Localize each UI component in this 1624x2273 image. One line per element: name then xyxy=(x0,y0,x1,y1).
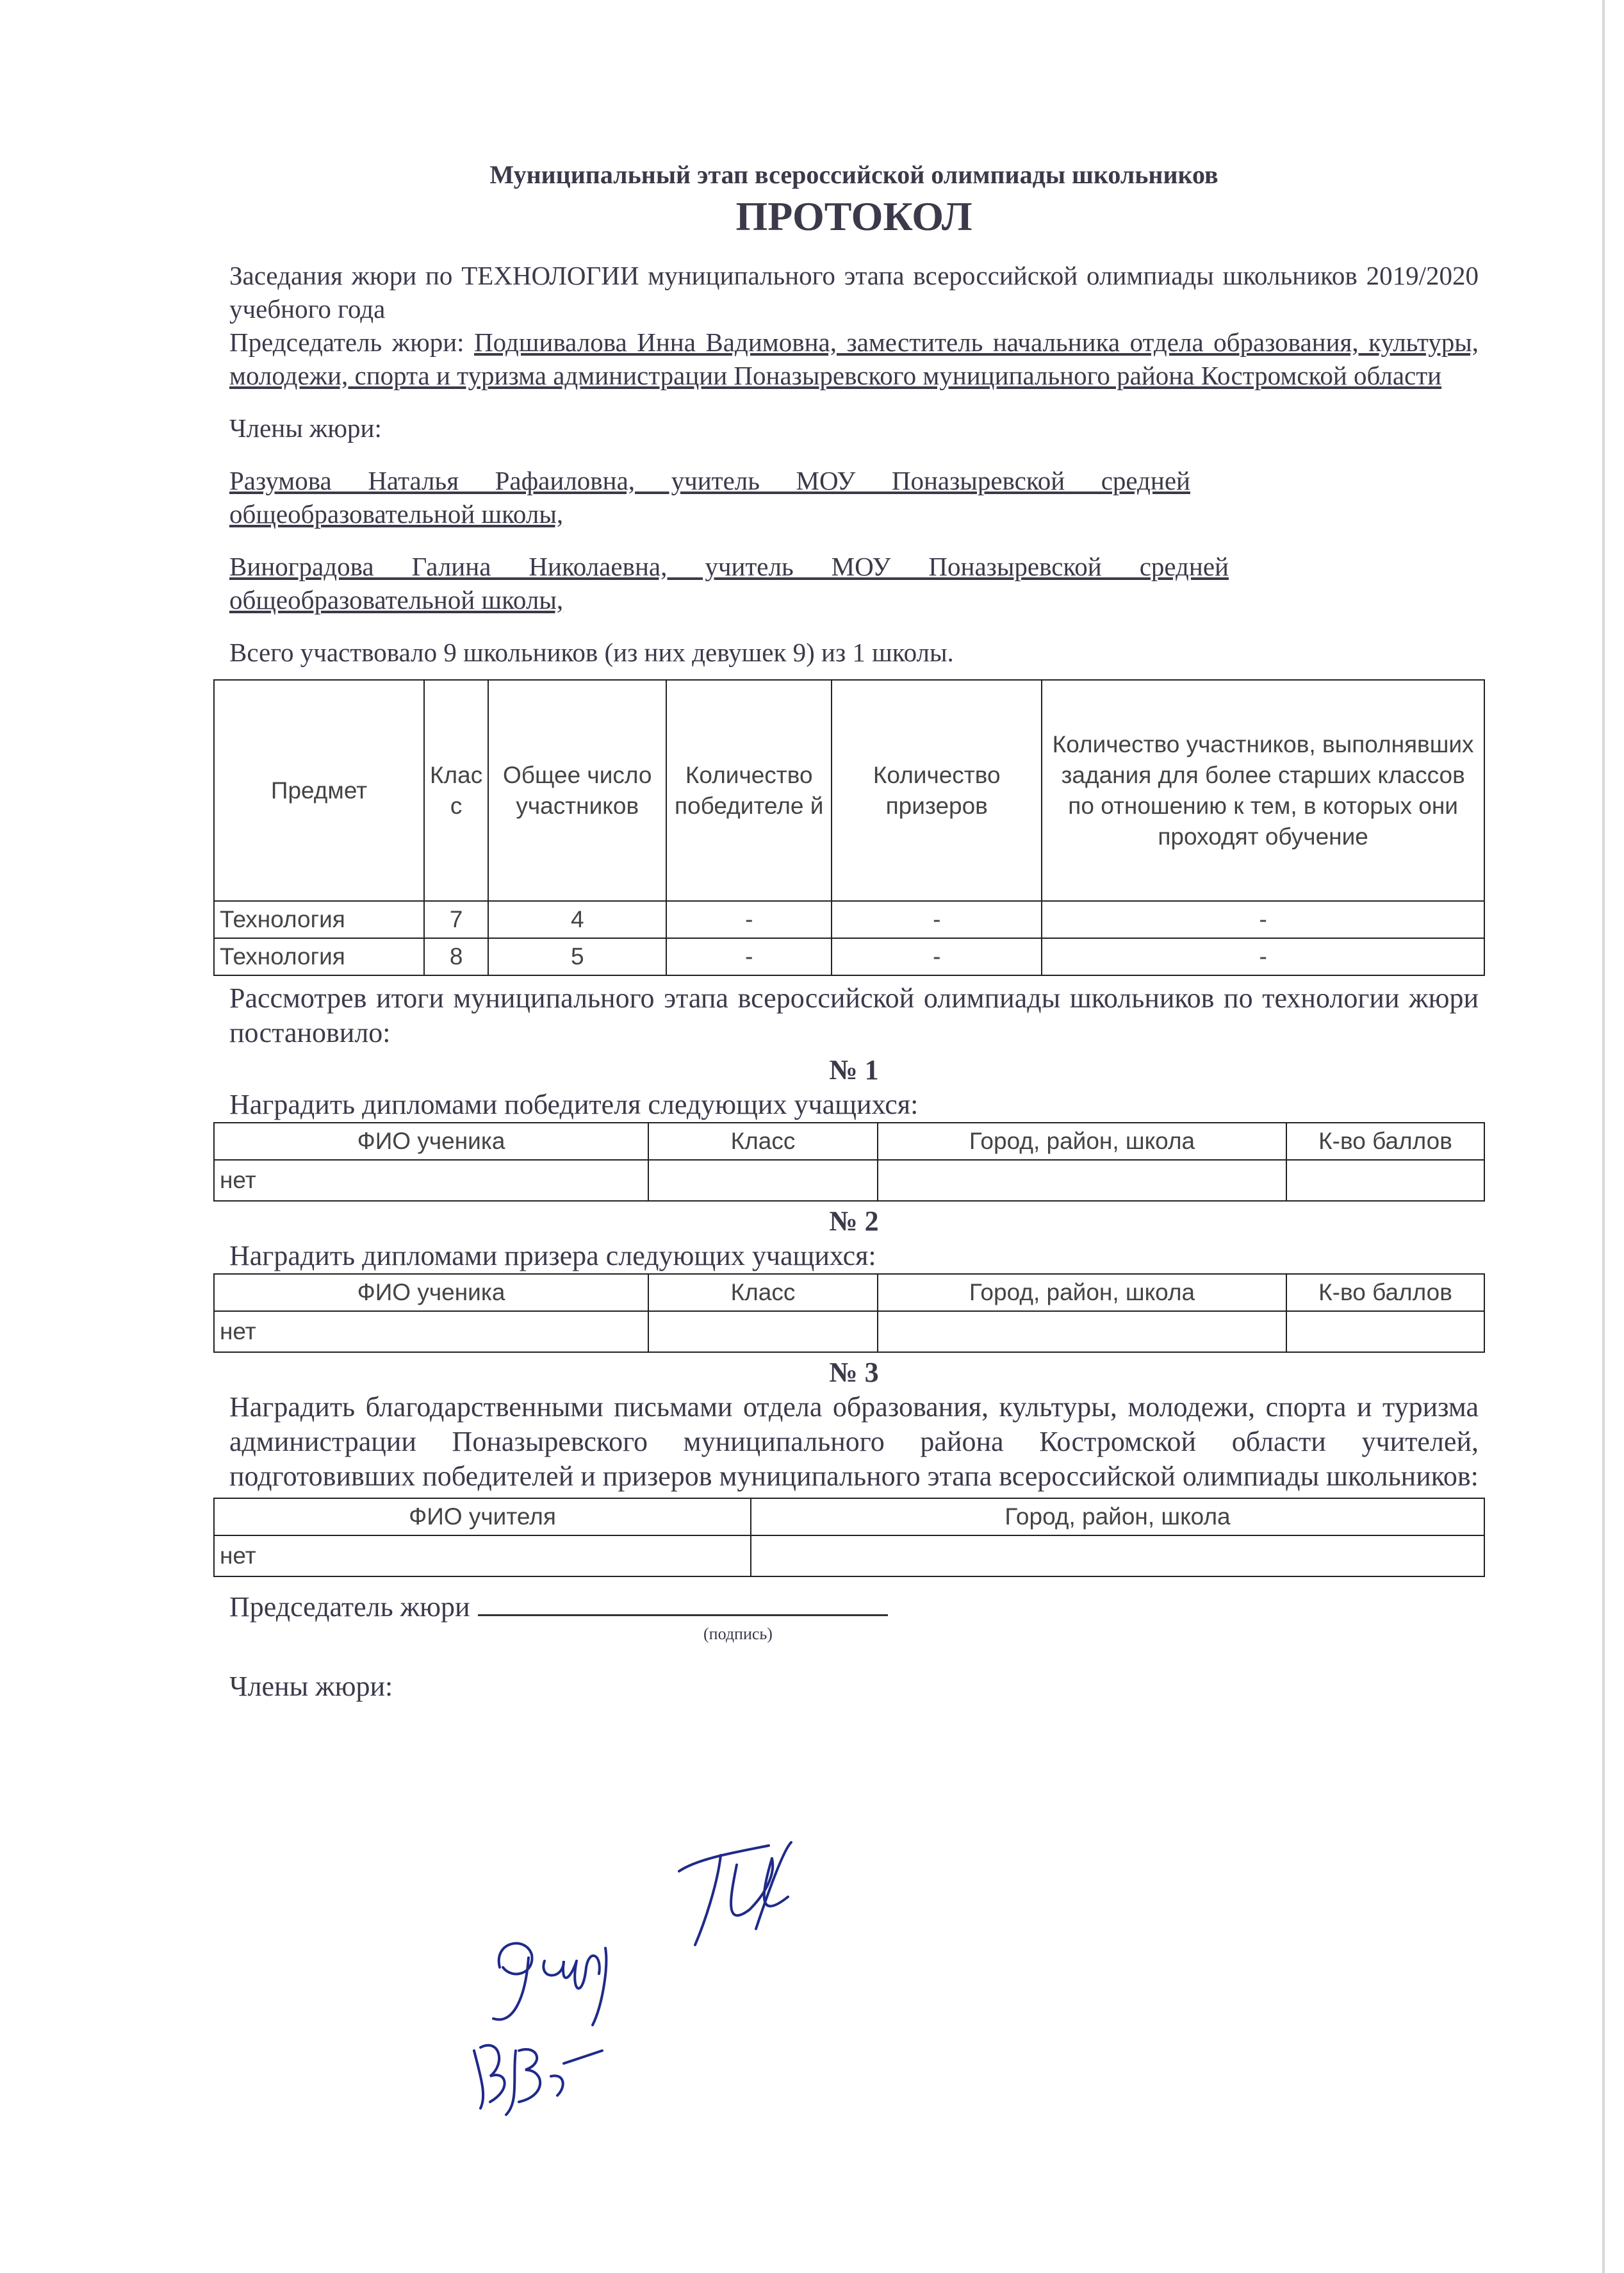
section-text: Наградить дипломами победителя следующих учащихся: xyxy=(229,1089,919,1120)
member-item: Разумова Наталья Рафаиловна, учитель МОУ Поназыревской средней общеобразовательной школы, xyxy=(229,466,1190,529)
table-cell: - xyxy=(666,938,832,975)
table-cell: - xyxy=(832,901,1042,938)
table-cell: - xyxy=(666,901,832,938)
table-cell: 7 xyxy=(424,901,488,938)
table-cell xyxy=(648,1311,878,1352)
table-cell: нет xyxy=(214,1311,648,1352)
table-header: ФИО ученика xyxy=(214,1123,648,1160)
table-row xyxy=(214,1160,1484,1201)
chair-name: Подшивалова Инна Вадимовна, заместитель начальника отдела образования, культуры, молодежи, спорта и туризма администрации Поназыревского муниципального района Костромской области xyxy=(229,327,1479,390)
member-item: Виноградова Галина Николаевна, учитель МОУ Поназыревской средней общеобразовательной школы, xyxy=(229,552,1229,615)
chair-paragraph xyxy=(229,326,1479,392)
members-label: Члены жюри: xyxy=(229,413,382,443)
table-cell xyxy=(1286,1160,1484,1201)
table-cell xyxy=(751,1535,1484,1576)
table-header: Количество победителе й xyxy=(666,680,832,901)
table-row xyxy=(214,938,1484,975)
table-cell: 8 xyxy=(424,938,488,975)
table-header: К-во баллов xyxy=(1286,1123,1484,1160)
table-header: Класс xyxy=(648,1274,878,1311)
section-number: № 2 xyxy=(829,1205,879,1237)
table-row xyxy=(214,1535,1484,1576)
table-header: Количество призеров xyxy=(832,680,1042,901)
table-cell: 4 xyxy=(488,901,666,938)
table-header-row xyxy=(214,1274,1484,1311)
table-cell: Технология xyxy=(214,901,424,938)
table-header: Предмет xyxy=(214,680,424,901)
table-header: ФИО ученика xyxy=(214,1274,648,1311)
member-signature xyxy=(455,2025,609,2121)
chair-signature-label: Председатель жюри xyxy=(229,1591,470,1623)
members-signature-label: Члены жюри: xyxy=(229,1671,393,1702)
section-number: № 3 xyxy=(829,1357,879,1388)
table-cell: Технология xyxy=(214,938,424,975)
teachers-table xyxy=(213,1498,1485,1577)
signature-caption: (подпись) xyxy=(703,1624,773,1643)
signature-blank xyxy=(478,1589,888,1616)
protocol-document xyxy=(220,160,1479,1704)
table-header-row xyxy=(214,1123,1484,1160)
member-signature xyxy=(474,1929,641,2031)
table-header: Город, район, школа xyxy=(751,1498,1484,1535)
table-cell: - xyxy=(832,938,1042,975)
table-cell xyxy=(1286,1311,1484,1352)
section-text: Наградить благодарственными письмами отдела образования, культуры, молодежи, спорта и туризма администрации Поназыревского муниципального района Костромской области учителей, подготовивших победителей и призеров муниципального этапа всероссийской олимпиады школьников: xyxy=(229,1391,1479,1492)
participants-summary: Всего участвовало 9 школьников (из них девушек 9) из 1 школы. xyxy=(229,638,954,667)
table-cell xyxy=(878,1160,1286,1201)
section-number: № 1 xyxy=(829,1054,879,1086)
table-cell: нет xyxy=(214,1535,751,1576)
table-header: К-во баллов xyxy=(1286,1274,1484,1311)
table-header: ФИО учителя xyxy=(214,1498,751,1535)
table-cell: 5 xyxy=(488,938,666,975)
winners-table xyxy=(213,1122,1485,1202)
table-cell xyxy=(878,1311,1286,1352)
document-subtitle: Муниципальный этап всероссийской олимпиады школьников xyxy=(489,160,1218,189)
document-title: ПРОТОКОЛ xyxy=(735,194,972,239)
chair-signature-line xyxy=(229,1589,1479,1624)
intro-paragraph: Заседания жюри по ТЕХНОЛОГИИ муниципального этапа всероссийской олимпиады школьников 2019/2020 учебного года xyxy=(229,261,1479,324)
table-header: Город, район, школа xyxy=(878,1123,1286,1160)
table-header: Город, район, школа xyxy=(878,1274,1286,1311)
table-header: Класс xyxy=(648,1123,878,1160)
table-cell: - xyxy=(1042,938,1484,975)
chair-label: Председатель жюри: xyxy=(229,327,475,357)
table-row xyxy=(214,901,1484,938)
table-row xyxy=(214,1311,1484,1352)
section-text: Наградить дипломами призера следующих учащихся: xyxy=(229,1240,876,1271)
table-cell: - xyxy=(1042,901,1484,938)
prizewinners-table xyxy=(213,1273,1485,1353)
table-header: Клас с xyxy=(424,680,488,901)
table-header-row xyxy=(214,680,1484,901)
stats-table xyxy=(213,679,1485,976)
table-header-row xyxy=(214,1498,1484,1535)
table-header: Общее число участников xyxy=(488,680,666,901)
decision-paragraph: Рассмотрев итоги муниципального этапа всероссийской олимпиады школьников по технологии жюри постановило: xyxy=(229,982,1479,1048)
table-cell: нет xyxy=(214,1160,648,1201)
chair-signature xyxy=(660,1833,814,1961)
table-cell xyxy=(648,1160,878,1201)
page-edge-shadow xyxy=(1602,0,1605,2273)
table-header: Количество участников, выполнявших задания для более старших классов по отношению к тем, в которых они проходят обучение xyxy=(1042,680,1484,901)
